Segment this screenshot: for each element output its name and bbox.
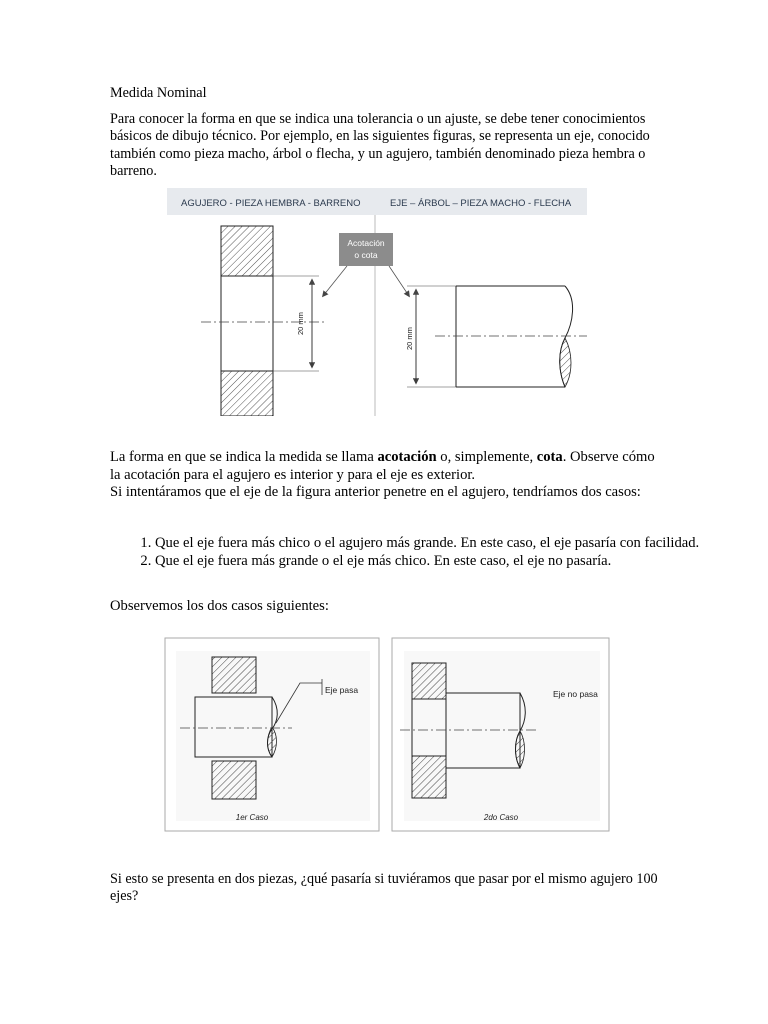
dim-left-label: 20 mm (296, 312, 305, 335)
list-item: 2. Que el eje fuera más grande o el eje más chico. En este caso, el eje no pasaría. (155, 553, 710, 571)
para2-text-2: o, simplemente, (436, 449, 537, 465)
header-left: AGUJERO - PIEZA HEMBRA - BARRENO (181, 198, 361, 209)
case1-label: 1er Caso (235, 813, 269, 822)
callout-line2: o cota (354, 250, 378, 260)
para2-text-3: . Observe cómo la acotación para el agujero es interior y para el eje es exterior. (110, 449, 655, 483)
case2-label: 2do Caso (483, 813, 519, 822)
figure-hole-shaft (167, 188, 587, 416)
dim-right-label: 20 mm (405, 327, 414, 350)
para2-text-1: La forma en que se indica la medida se llama (110, 449, 378, 465)
header-right: EJE – ÁRBOL – PIEZA MACHO - FLECHA (390, 198, 572, 209)
para2-bold-cota: cota (536, 449, 563, 465)
final-question-paragraph: Si esto se presenta en dos piezas, ¿qué pasaría si tuviéramos que pasar por el mismo agujero 100 ejes? (110, 871, 658, 905)
figure-fit-cases (164, 637, 610, 832)
observe-paragraph: Observemos los dos casos siguientes: (110, 598, 329, 614)
case2-note: Eje no pasa (553, 689, 598, 699)
para2-bold-acotacion: acotación (377, 449, 437, 465)
two-cases-paragraph: Si intentáramos que el eje de la figura anterior penetre en el agujero, tendríamos dos casos: (110, 484, 641, 500)
intro-paragraph: Para conocer la forma en que se indica una tolerancia o un ajuste, se debe tener conocimientos básicos de dibujo técnico. Por ejemplo, en las siguientes figuras, se representa un eje, conocido también como pieza macho, árbol o flecha, y un agujero, también denominado pieza hembra o barreno. (110, 111, 650, 180)
acotacion-paragraph (110, 449, 665, 484)
callout-line1: Acotación (347, 238, 385, 248)
cases-list (110, 535, 710, 570)
list-item: 1. Que el eje fuera más chico o el agujero más grande. En este caso, el eje pasaría con facilidad. (155, 535, 710, 553)
case1-note: Eje pasa (325, 685, 359, 695)
case1-panel (165, 638, 379, 831)
page-heading: Medida Nominal (110, 85, 207, 101)
case2-panel (392, 638, 609, 831)
